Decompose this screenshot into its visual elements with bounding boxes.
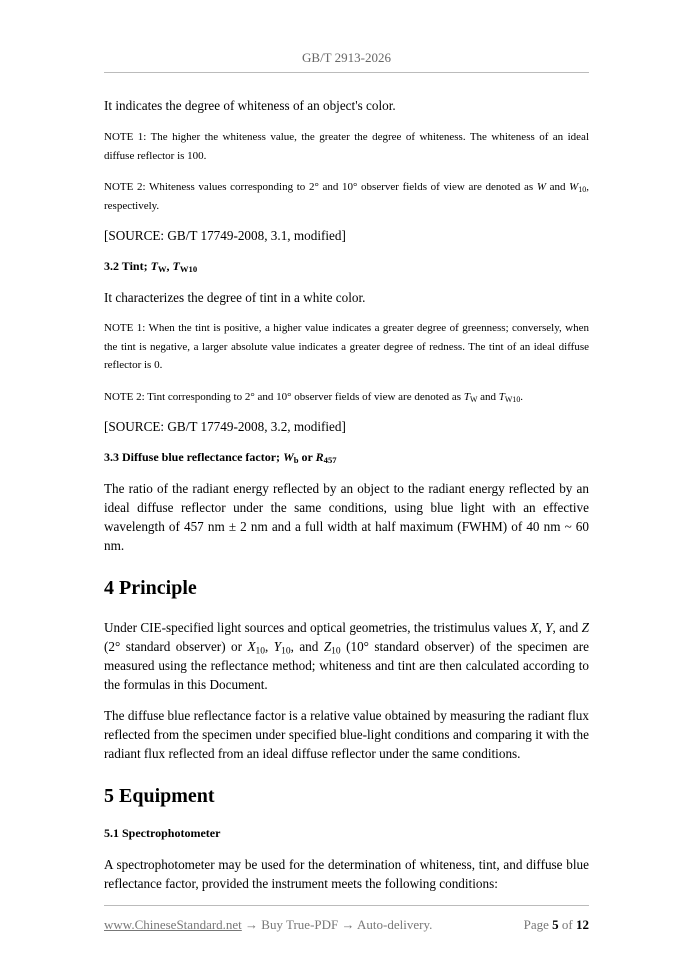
section-5-title: 5 Equipment — [104, 785, 215, 807]
website-link[interactable]: www.ChineseStandard.net — [104, 917, 242, 932]
whiteness-note-2: NOTE 2: Whiteness values corresponding to 2° and 10° observer fields of view are denoted as W and $W_{10}$, respectively. — [104, 181, 589, 212]
principle-paragraph-2: The diffuse blue reflectance factor is a relative value obtained by measuring the radiant flux reflected from the specimen under specified blue-light conditions and comparing it with the radiant flux reflected from an ideal diffuse reflector under the same conditions. — [104, 708, 589, 761]
whiteness-note-1: NOTE 1: The higher the whiteness value, the greater the degree of whiteness. The whiteness of an ideal diffuse reflector is 100. — [104, 131, 589, 162]
tint-definition: It characterizes the degree of tint in a white color. — [104, 290, 366, 305]
spectrophotometer-heading: 5.1 Spectrophotometer — [104, 826, 221, 840]
whiteness-source: [SOURCE: GB/T 17749-2008, 3.1, modified] — [104, 228, 346, 243]
tint-source: [SOURCE: GB/T 17749-2008, 3.2, modified] — [104, 419, 346, 434]
page-content — [104, 96, 589, 893]
equipment-paragraph-1: A spectrophotometer may be used for the determination of whiteness, tint, and diffuse blue reflectance factor, provided the instrument meets the following conditions: — [104, 857, 589, 891]
footer-promo — [104, 917, 432, 933]
blue-reflectance-definition: The ratio of the radiant energy reflected by an object to the radiant energy reflected by an ideal diffuse reflector under the same conditions, using blue light with an effective wavelength of 457 nm ± 2 nm and a full width at half maximum (FWHM) of 40 nm ~ 60 nm. — [104, 481, 589, 553]
tint-heading: 3.2 Tint; $T_W$, $T_{W10}$ — [104, 259, 198, 275]
tint-note-2: NOTE 2: Tint corresponding to 2° and 10° observer fields of view are denoted as $T_W$ and $T_{W10}$. — [104, 390, 524, 404]
principle-paragraph-1: Under CIE-specified light sources and optical geometries, the tristimulus values X, Y, and Z (2° standard observer) or $X_{10}$, $Y_{10}$, and $Z_{10}$ (10° standard observer) of the specimen are measured using the reflectance method; whiteness and tint are then calculated according to the formulas in this Document. — [104, 620, 590, 692]
tint-note-1: NOTE 1: When the tint is positive, a higher value indicates a greater degree of greenness; conversely, when the tint is negative, a larger absolute value indicates a greater degree of redness. The tint of an ideal diffuse reflector is 0. — [104, 322, 589, 371]
whiteness-definition: It indicates the degree of whiteness of an object's color. — [104, 98, 396, 113]
footer-promo-text: → Buy True-PDF → Auto-delivery. — [241, 917, 433, 932]
header-divider — [104, 72, 589, 73]
section-4-title: 4 Principle — [104, 577, 197, 599]
document-code-header: GB/T 2913-2026 — [302, 50, 391, 65]
page-number: Page 5 of 12 — [523, 917, 589, 932]
blue-reflectance-heading: 3.3 Diffuse blue reflectance factor; $W_b$ or $R_{457}$ — [104, 450, 337, 466]
footer-divider — [104, 905, 589, 906]
